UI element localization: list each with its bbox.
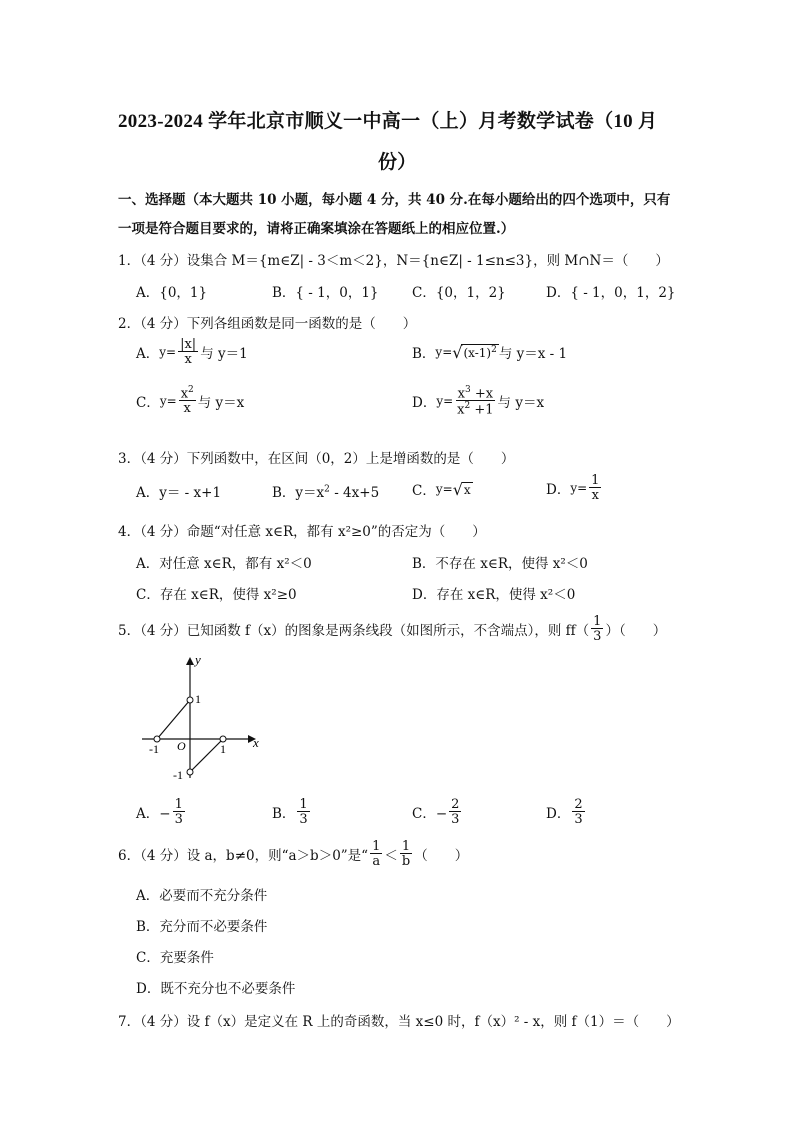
option-c-tail: 与 y＝x (197, 394, 245, 411)
question-5-stem: 5．（4 分）已知函数 f（x）的图象是两条线段（如图所示，不含端点），则 f f（ $\frac{1}{3}$ ）（ ） (118, 614, 667, 644)
open-point (187, 769, 193, 775)
section-heading-line2: 一项是符合题目要求的，请将正确案填涂在答题纸上的相应位置.） (118, 221, 515, 237)
sqrt-sign-icon: √ (452, 479, 463, 499)
tick-label-x-pos: 1 (220, 742, 226, 756)
question-1-option-b[interactable]: B．{ - 1，0，1} (272, 285, 379, 301)
x-axis-label: x (253, 735, 259, 750)
y-equals: y= (159, 345, 177, 359)
option-b-label: B． (412, 346, 436, 362)
question-6-option-a[interactable]: A．必要而不充分条件 (136, 888, 268, 904)
question-2-stem: 2．（4 分）下列各组函数是同一函数的是（ ） (118, 316, 417, 332)
question-5-option-b[interactable]: B． $\frac{1}{3}$ (272, 797, 308, 827)
segment-left (157, 700, 190, 739)
question-3-option-d[interactable]: D． y= $\frac{1}{x}$ (546, 473, 600, 503)
y-axis-label: y (195, 652, 201, 667)
question-5-option-a[interactable]: A．− $\frac{1}{3}$ (136, 797, 183, 827)
question-1-option-c[interactable]: C．{0，1，2} (412, 285, 506, 301)
segment-right (190, 739, 223, 772)
question-6-stem: 6．（4 分）设 a，b≠0，则“a＞b＞0”是“ $\frac{1}{a}$ ＜ $\frac{1}{b}$ （ ） (118, 839, 469, 869)
question-3-option-a[interactable]: A．y＝ - x+1 (136, 485, 222, 501)
open-point (187, 697, 193, 703)
radicand: $(x-1)^2$ (463, 345, 497, 360)
question-2-option-b[interactable] (412, 342, 567, 362)
question-5-option-c[interactable]: C．− $\frac{2}{3}$ (412, 797, 460, 827)
question-1-option-d[interactable]: D．{ - 1，0，1，2} (546, 285, 676, 301)
fraction (455, 386, 495, 417)
numerator: |x| (180, 337, 197, 352)
section-heading-line1: 一、选择题（本大题共 10 小题，每小题 4 分，共 40 分.在每小题给出的四个选项中，只有 (118, 192, 671, 208)
fraction (179, 386, 196, 415)
option-d-label: D． (412, 395, 437, 412)
fraction: $\frac{1}{3}$ (593, 614, 602, 644)
tick-label-x-neg: -1 (149, 742, 159, 756)
function-graph (136, 650, 266, 785)
question-2-option-c[interactable] (136, 386, 244, 415)
question-4-stem: 4．（4 分）命题“对任意 x∈R，都有 x²≥0”的否定为（ ） (118, 524, 486, 540)
numerator: $x^2$ (180, 385, 194, 402)
option-d-tail: 与 y＝x (497, 395, 545, 412)
y-equals: y= (159, 393, 177, 408)
page-title-line1: 2023-2024 学年北京市顺义一中高一（上）月考数学试卷（10 月 (118, 111, 658, 132)
question-1-stem: 1．（4 分）设集合 M＝{m∈Z| - 3＜m＜2}，N＝{n∈Z| - 1≤n≤3}，则 M∩N＝（ ） (118, 253, 669, 269)
tick-label-y-neg: -1 (173, 768, 183, 782)
question-3-stem: 3．（4 分）下列函数中，在区间（0，2）上是增函数的是（ ） (118, 451, 515, 467)
question-2-option-a[interactable] (136, 338, 248, 366)
question-6-option-c[interactable]: C．充要条件 (136, 950, 214, 966)
question-7-stem: 7．（4 分）设 f（x）是定义在 R 上的奇函数，当 x≤0 时，f（x）² - x，则 f（1）＝（ ） (118, 1014, 680, 1030)
y-equals: y= (435, 345, 453, 359)
option-c-label: C． (136, 394, 160, 411)
question-5-option-d[interactable]: D． $\frac{2}{3}$ (546, 797, 583, 827)
question-4-option-d[interactable]: D．存在 x∈R，使得 x²＜0 (412, 587, 576, 603)
question-6-option-d[interactable]: D．既不充分也不必要条件 (136, 981, 296, 997)
page-title-line2: 份） (378, 152, 417, 173)
sqrt-sign-icon: √ (452, 342, 463, 362)
tick-label-y-pos: 1 (195, 692, 201, 706)
question-3-option-b[interactable]: B．$y=x^2 - 4x+5$ (272, 484, 380, 501)
y-equals: y= (436, 394, 454, 409)
fraction: $\frac{1}{x}$ (591, 473, 600, 503)
question-6-option-b[interactable]: B．充分而不必要条件 (136, 919, 268, 935)
question-4-option-c[interactable]: C．存在 x∈R，使得 x²≥0 (136, 587, 297, 603)
question-2-option-d[interactable] (412, 386, 544, 417)
question-4-option-b[interactable]: B．不存在 x∈R，使得 x²＜0 (412, 556, 588, 572)
question-1-option-a[interactable]: A．{0，1} (136, 285, 208, 301)
question-4-option-a[interactable]: A．对任意 x∈R，都有 x²＜0 (136, 556, 312, 572)
radicand: x (463, 482, 471, 497)
option-a-label: A． (136, 346, 160, 362)
denominator: x (183, 401, 191, 417)
y-axis-arrow-icon (186, 657, 194, 665)
question-3-option-c[interactable]: C． y= √ x (412, 479, 471, 499)
numerator: $x^3 +x$ (457, 385, 494, 402)
fraction (178, 338, 198, 366)
denominator: x (184, 352, 192, 367)
option-a-tail: 与 y＝1 (200, 346, 248, 362)
denominator: $x^2 +1$ (457, 401, 494, 418)
origin-label: O (177, 739, 186, 753)
option-b-tail: 与 y＝x - 1 (498, 346, 568, 362)
